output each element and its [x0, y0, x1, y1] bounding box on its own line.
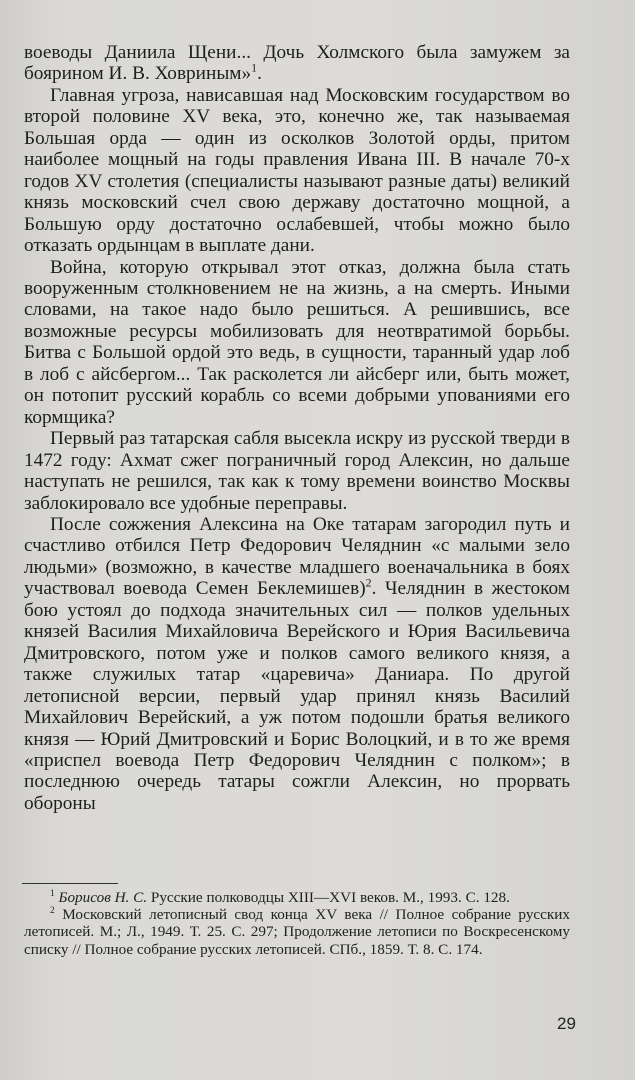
footnote-divider	[22, 883, 118, 884]
paragraph-5	[24, 514, 570, 814]
paragraph-4: Первый раз татарская сабля высекла искру из русской тверди в 1472 году: Ахмат сжег пограничный город Алексин, но дальше наступать не решился, так как к тому времени воинство Москвы заблокировало все удобные переправы.	[24, 428, 570, 514]
footnotes	[24, 889, 570, 958]
footnote-1	[24, 889, 570, 906]
page-number: 29	[557, 1014, 576, 1033]
paragraph-text: воеводы Даниила Щени... Дочь Холмского была замужем за боярином И. В. Ховриным»	[24, 42, 570, 85]
paragraph-1	[24, 42, 570, 85]
paragraph-text: После сожжения Алексина на Оке татарам загородил путь и счастливо отбился Петр Федорович Челяднин «с малыми зело людьми» (возможно, в качестве младшего военачальника в боях участвовал воевода Семен Беклемишев)	[24, 513, 570, 600]
footnote-author: Борисов Н. С.	[58, 889, 148, 906]
footnote-ref-1: 1	[251, 61, 258, 76]
footnote-text: Московский летописный свод конца XV века // Полное собрание русских летописей. М.; Л., 1949. Т. 25. С. 297; Продолжение летописи по Воскресенскому списку // Полное собрание русских летописей. СПб., 1859. Т. 8. С. 174.	[24, 906, 571, 958]
paragraph-3: Война, которую открывал этот отказ, должна была стать вооруженным столкновением не на жизнь, а на смерть. Иными словами, на такое надо было решиться. А решившись, все возможные ресурсы мобилизовать для неотвратимой борьбы. Битва с Большой ордой это ведь, в сущности, таранный удар лоб в лоб с айсбергом... Так расколется ли айсберг или, быть может, он потопит русский корабль со всеми добрыми упованиями его кормщика?	[24, 256, 570, 428]
footnote-number: 2	[50, 906, 55, 917]
paragraph-tail: . Челяднин в жестоком бою устоял до подхода значительных сил — полков удельных князей Василия Михайловича Верейского и Юрия Васильевича Дмитровского, потом уже и полков самого великого князя, а также служилых татар «царевича» Даниара. По другой летописной версии, первый удар принял князь Василий Михайлович Верейский, а уж потом подошли братья великого князя — Юрий Дмитровский и Борис Волоцкий, и в то же время «приспел воевода Петр Федорович Челяднин с полком»; в последнюю очередь татары сожгли Алексин, но прорвать обороны	[24, 578, 570, 814]
footnote-text: Русские полководцы XIII—XVI веков. М., 1993. С. 128.	[150, 889, 510, 906]
footnote-2	[24, 906, 570, 958]
footnote-number: 1	[50, 888, 55, 899]
paragraph-2: Главная угроза, нависавшая над Московским государством во второй половине XV века, это, конечно же, так называемая Большая орда — один из осколков Золотой орды, притом наиболее мощный на годы правления Ивана III. В начале 70-х годов XV столетия (специалисты называют разные даты) великий князь московский счел свою державу достаточно мощной, а Большую орду достаточно ослабевшей, чтобы можно было отказать ордынцам в выплате дани.	[24, 84, 570, 257]
footnote-ref-2: 2	[365, 575, 372, 590]
main-text	[24, 42, 570, 814]
paragraph-tail: .	[257, 63, 262, 85]
